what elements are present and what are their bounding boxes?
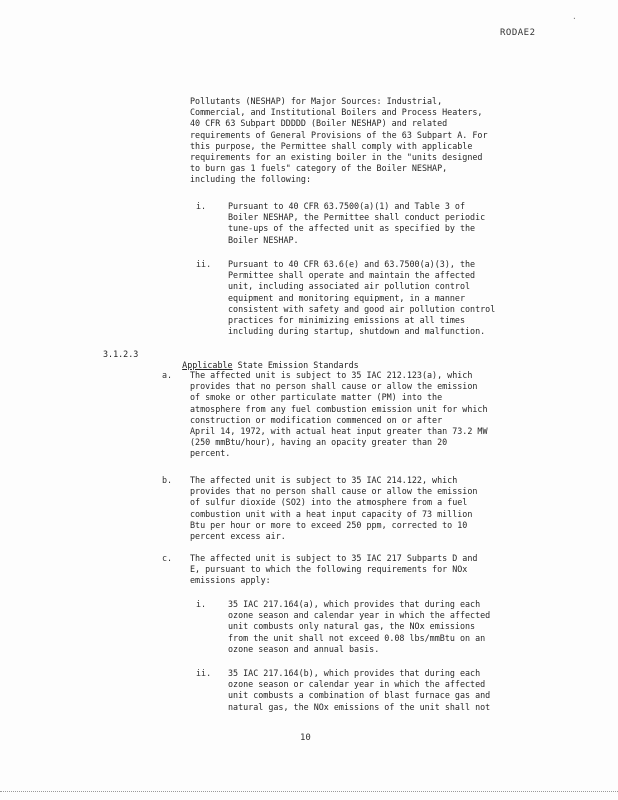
text-line: of smoke or other particulate matter (PM) into the <box>190 392 443 403</box>
list-marker: ii. <box>196 668 212 678</box>
text-line: equipment and monitoring equipment, in a manner <box>228 292 465 303</box>
text-line: 40 CFR 63 Subpart DDDDD (Boiler NESHAP) and related <box>190 118 448 129</box>
text-line: including during startup, shutdown and malfunction. <box>228 326 486 337</box>
text-line: ozone season and annual basis. <box>228 643 380 654</box>
subparagraph-text <box>228 599 490 655</box>
text-line: Pollutants (NESHAP) for Major Sources: Industrial, <box>190 96 443 106</box>
text-line: The affected unit is subject to 35 IAC 217 Subparts D and <box>190 553 478 563</box>
list-marker: b. <box>162 475 173 485</box>
text-line: practices for minimizing emissions at all times <box>228 315 465 326</box>
page-number: 10 <box>300 733 311 743</box>
text-line: (250 mmBtu/hour), having an opacity greater than 20 <box>190 437 448 448</box>
text-line: from the unit shall not exceed 0.08 lbs/mmBtu on an <box>228 632 486 643</box>
text-line: natural gas, the NOx emissions of the unit shall not <box>228 701 491 712</box>
paragraph-text <box>190 475 477 542</box>
section-title-rest: State Emission Standards <box>232 360 359 371</box>
list-marker: c. <box>162 553 173 563</box>
scan-bottom-edge <box>0 791 618 792</box>
text-line: unit combusts only natural gas, the NOx emissions <box>228 621 476 632</box>
text-line: E, pursuant to which the following requirements for NOx <box>190 564 468 575</box>
list-marker: ii. <box>196 259 212 269</box>
section-number: 3.1.2.3 <box>103 349 139 359</box>
section-title-underlined: Applicable <box>182 360 233 371</box>
text-line: tune-ups of the affected unit as specified by the <box>228 223 476 234</box>
paragraph-text <box>190 553 477 587</box>
text-line: The affected unit is subject to 35 IAC 214.122, which <box>190 475 458 485</box>
text-line: The affected unit is subject to 35 IAC 212.123(a), which <box>190 370 473 380</box>
text-line: Boiler NESHAP. <box>228 234 299 245</box>
text-line: provides that no person shall cause or allow the emission <box>190 381 478 392</box>
text-line: Permittee shall operate and maintain the affected <box>228 270 476 281</box>
text-line: percent excess air. <box>190 531 286 542</box>
text-line: combustion unit with a heat input capacity of 73 million <box>190 508 473 519</box>
text-line: including the following: <box>190 174 312 185</box>
text-line: ozone season and calendar year in which the affected <box>228 610 491 621</box>
text-line: unit combusts a combination of blast furnace gas and <box>228 690 491 701</box>
scan-mark: · <box>572 14 577 23</box>
text-line: Btu per hour or more to exceed 250 ppm, corrected to 10 <box>190 519 468 530</box>
text-line: of sulfur dioxide (SO2) into the atmosphere from a fuel <box>190 497 468 508</box>
text-line: Boiler NESHAP, the Permittee shall conduct periodic <box>228 212 486 223</box>
paragraph-text <box>190 370 488 460</box>
text-line: requirements for an existing boiler in the "units designed <box>190 152 483 163</box>
text-line: emissions apply: <box>190 575 271 586</box>
list-marker: i. <box>196 201 207 211</box>
text-line: ozone season or calendar year in which the affected <box>228 679 486 690</box>
intro-text <box>190 96 488 186</box>
document-id: RODAE2 <box>500 28 536 38</box>
list-item-text <box>228 259 495 337</box>
text-line: unit, including associated air pollution control <box>228 281 471 292</box>
text-line: 35 IAC 217.164(a), which provides that during each <box>228 599 481 609</box>
subparagraph-text <box>228 668 490 713</box>
list-marker: i. <box>196 599 207 609</box>
text-line: construction or modification commenced on or after <box>190 414 443 425</box>
text-line: Commercial, and Institutional Boilers and Process Heaters, <box>190 107 483 118</box>
list-item-text <box>228 201 485 246</box>
text-line: this purpose, the Permittee shall comply with applicable <box>190 140 473 151</box>
list-marker: a. <box>162 370 173 380</box>
text-line: Pursuant to 40 CFR 63.7500(a)(1) and Table 3 of <box>228 201 465 211</box>
text-line: Pursuant to 40 CFR 63.6(e) and 63.7500(a)(3), the <box>228 259 476 269</box>
text-line: atmosphere from any fuel combustion emission unit for which <box>190 403 488 414</box>
text-line: provides that no person shall cause or allow the emission <box>190 486 478 497</box>
text-line: April 14, 1972, with actual heat input greater than 73.2 MW <box>190 426 488 437</box>
text-line: percent. <box>190 448 231 459</box>
text-line: to burn gas 1 fuels" category of the Boiler NESHAP, <box>190 163 448 174</box>
text-line: consistent with safety and good air pollution control <box>228 303 496 314</box>
text-line: 35 IAC 217.164(b), which provides that during each <box>228 668 481 678</box>
text-line: requirements of General Provisions of the 63 Subpart A. For <box>190 129 488 140</box>
